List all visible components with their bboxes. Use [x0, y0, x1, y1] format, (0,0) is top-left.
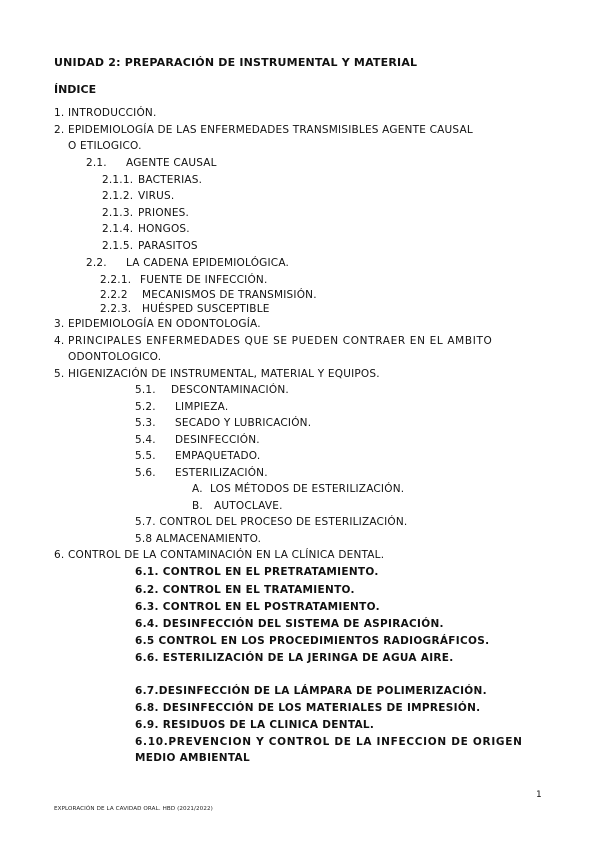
toc-subsubitem: 2.2.1. FUENTE DE INFECCIÓN. — [100, 274, 268, 286]
toc-subsubitem: 2.2.3. HUÉSPED SUSCEPTIBLE — [100, 303, 270, 315]
toc-subsubitem: 2.1.3. PRIONES. — [102, 207, 190, 219]
toc-subsubitem: B. AUTOCLAVE. — [192, 500, 283, 512]
toc-subitem: 5.7. CONTROL DEL PROCESO DE ESTERILIZACIÓN. — [135, 516, 408, 528]
toc-item: 6. CONTROL DE LA CONTAMINACIÓN EN LA CLÍNICA DENTAL. — [54, 549, 385, 561]
toc-item-continuation: MEDIO AMBIENTAL — [135, 752, 250, 764]
toc-subitem: 6.3. CONTROL EN EL POSTRATAMIENTO. — [135, 601, 380, 613]
toc-subitem: 5.6. ESTERILIZACIÓN. — [135, 467, 268, 479]
toc-subitem: 6.9. RESIDUOS DE LA CLINICA DENTAL. — [135, 719, 375, 731]
toc-subitem: 6.1. CONTROL EN EL PRETRATAMIENTO. — [135, 566, 379, 578]
toc-subitem: 6.7.DESINFECCIÓN DE LA LÁMPARA DE POLIMERIZACIÓN. — [135, 685, 487, 697]
toc-subitem: 6.4. DESINFECCIÓN DEL SISTEMA DE ASPIRACIÓN. — [135, 618, 444, 630]
toc-subsubitem: 2.2.2 MECANISMOS DE TRANSMISIÓN. — [100, 289, 317, 301]
page-number: 1 — [536, 790, 542, 800]
document-title: UNIDAD 2: PREPARACIÓN DE INSTRUMENTAL Y MATERIAL — [54, 56, 418, 69]
toc-subsubitem: 2.1.1. BACTERIAS. — [102, 174, 203, 186]
toc-subsubitem: 2.1.4. HONGOS. — [102, 223, 190, 235]
toc-subsubitem: A. LOS MÉTODOS DE ESTERILIZACIÓN. — [192, 483, 405, 495]
toc-subitem: 6.2. CONTROL EN EL TRATAMIENTO. — [135, 584, 355, 596]
toc-subitem: 5.8 ALMACENAMIENTO. — [135, 533, 262, 545]
toc-subitem: 5.2. LIMPIEZA. — [135, 401, 229, 413]
toc-subitem: 2.1. AGENTE CAUSAL — [86, 157, 217, 169]
toc-subitem: 5.3. SECADO Y LUBRICACIÓN. — [135, 417, 312, 429]
toc-subitem: 6.6. ESTERILIZACIÓN DE LA JERINGA DE AGUA AIRE. — [135, 652, 454, 664]
page-footer: EXPLORACIÓN DE LA CAVIDAD ORAL. HBD (2021/2022) — [54, 806, 213, 812]
toc-subitem: 6.5 CONTROL EN LOS PROCEDIMIENTOS RADIOGRÁFICOS. — [135, 635, 490, 647]
toc-subsubitem: 2.1.5. PARASITOS — [102, 240, 198, 252]
toc-item: 4. PRINCIPALES ENFERMEDADES QUE SE PUEDEN CONTRAER EN EL AMBITO — [54, 335, 493, 347]
toc-subitem: 2.2. LA CADENA EPIDEMIOLÓGICA. — [86, 257, 290, 269]
toc-subitem: 5.4. DESINFECCIÓN. — [135, 434, 260, 446]
toc-item: 1. INTRODUCCIÓN. — [54, 107, 157, 119]
toc-item-continuation: O ETILOGICO. — [68, 140, 142, 152]
index-heading: ÍNDICE — [54, 83, 97, 96]
toc-item: 5. HIGENIZACIÓN DE INSTRUMENTAL, MATERIAL Y EQUIPOS. — [54, 368, 380, 380]
toc-subsubitem: 2.1.2. VIRUS. — [102, 190, 175, 202]
toc-item-continuation: ODONTOLOGICO. — [68, 351, 162, 363]
toc-subitem: 6.10.PREVENCION Y CONTROL DE LA INFECCION DE ORIGEN — [135, 736, 523, 748]
toc-subitem: 5.1. DESCONTAMINACIÓN. — [135, 384, 289, 396]
toc-subitem: 6.8. DESINFECCIÓN DE LOS MATERIALES DE IMPRESIÓN. — [135, 702, 481, 714]
toc-item: 3. EPIDEMIOLOGÍA EN ODONTOLOGÍA. — [54, 318, 261, 330]
toc-item: 2. EPIDEMIOLOGÍA DE LAS ENFERMEDADES TRANSMISIBLES AGENTE CAUSAL — [54, 124, 473, 136]
toc-subitem: 5.5. EMPAQUETADO. — [135, 450, 261, 462]
